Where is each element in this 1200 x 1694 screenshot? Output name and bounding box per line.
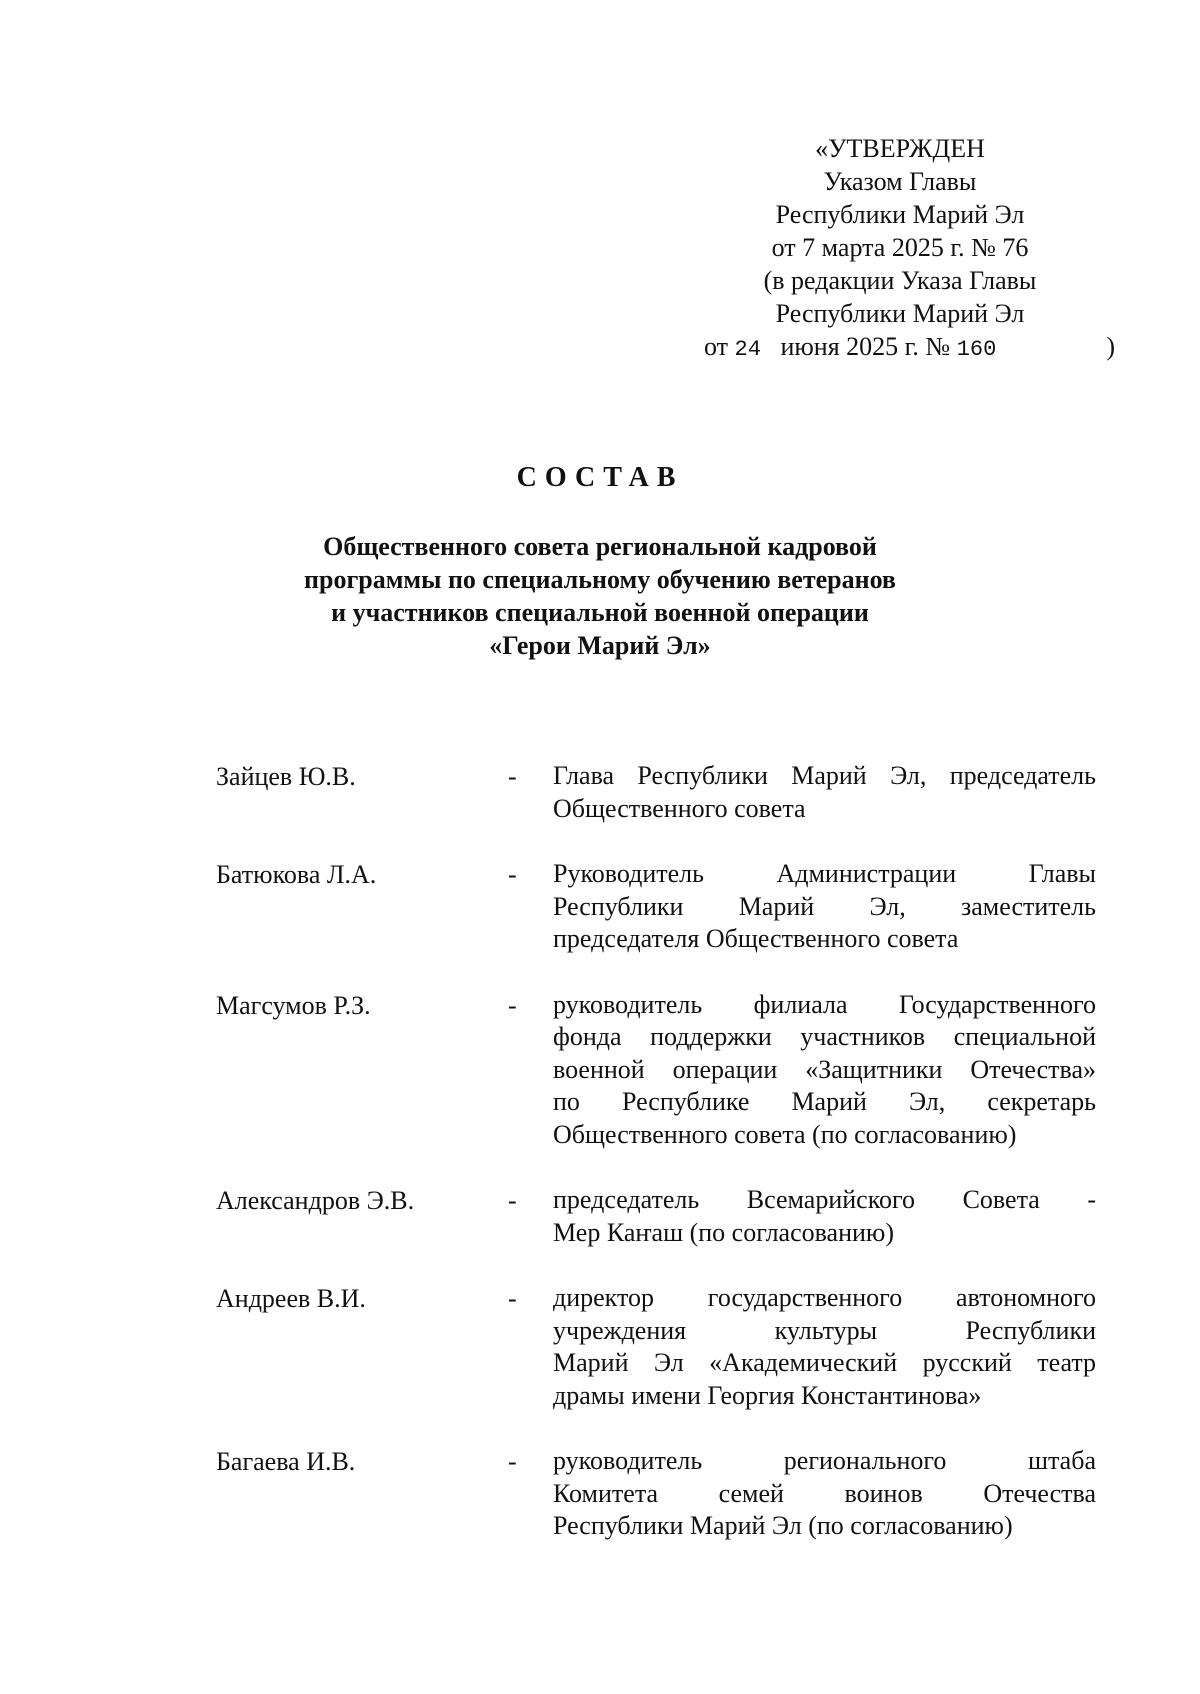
- member-entry: [216, 760, 1096, 825]
- approval-line: Республики Марий Эл: [775, 299, 1025, 328]
- role-line: драмы имени Георгия Константинова»: [553, 1380, 982, 1410]
- member-name: Зайцев Ю.В.: [216, 762, 356, 791]
- role-line: военной операции «Защитники Отечества»: [553, 1054, 1096, 1084]
- member-dash: -: [508, 762, 517, 791]
- member-role: [553, 1184, 1096, 1249]
- member-role: [553, 760, 1096, 825]
- role-line: по Республике Марий Эл, секретарь: [553, 1087, 1096, 1116]
- member-name: Андреев В.И.: [216, 1284, 366, 1313]
- role-line: Марий Эл «Академический русский театр: [553, 1348, 1096, 1377]
- subtitle-line: программы по специальному обучению ветеранов: [304, 565, 896, 594]
- role-line: Общественного совета (по согласованию): [553, 1119, 1017, 1149]
- subtitle-line: и участников специальной военной операции: [331, 598, 869, 627]
- role-line: председателя Общественного совета: [553, 924, 959, 953]
- role-line: Общественного совета: [553, 793, 806, 823]
- role-line: руководитель филиала Государственного: [553, 989, 1096, 1019]
- role-line: фонда поддержки участников специальной: [553, 1022, 1096, 1051]
- member-role: [553, 989, 1096, 1152]
- subtitle-line: «Герои Марий Эл»: [489, 631, 711, 660]
- member-dash: -: [508, 1447, 517, 1476]
- role-line: руководитель регионального штаба: [553, 1446, 1096, 1475]
- amendment-close: ): [1106, 332, 1115, 361]
- role-line: Руководитель Администрации Главы: [553, 859, 1096, 888]
- approval-line: от 7 марта 2025 г. № 76: [771, 233, 1029, 262]
- role-line: учреждения культуры Республики: [553, 1315, 1096, 1345]
- subtitle-line: Общественного совета региональной кадровой: [323, 532, 877, 561]
- member-role: [553, 1282, 1096, 1412]
- role-line: Глава Республики Марий Эл, председатель: [553, 761, 1096, 790]
- member-role: [553, 1445, 1096, 1543]
- approval-line: Указом Главы: [823, 167, 977, 196]
- member-entry: [216, 1445, 1096, 1543]
- amendment-day: 24: [734, 337, 761, 362]
- approval-stamp: [700, 132, 1115, 366]
- member-entry: [216, 1282, 1096, 1412]
- approval-amendment-line: [690, 330, 1115, 366]
- document-title: СОСТАВ: [516, 462, 684, 493]
- member-entry: [216, 1184, 1096, 1249]
- role-line: председатель Всемарийского Совета -: [553, 1185, 1096, 1214]
- role-line: Республики Марий Эл, заместитель: [553, 891, 1096, 921]
- member-dash: -: [508, 860, 517, 889]
- member-role: [553, 858, 1096, 956]
- approval-line: «УТВЕРЖДЕН: [815, 134, 985, 163]
- member-name: Александров Э.В.: [216, 1186, 415, 1215]
- amendment-prefix: от: [704, 332, 729, 361]
- member-name: Батюкова Л.А.: [216, 860, 377, 889]
- member-entry: [216, 858, 1096, 956]
- role-line: директор государственного автономного: [553, 1283, 1096, 1312]
- document-subtitle: [0, 530, 1200, 662]
- member-dash: -: [508, 990, 517, 1020]
- member-entry: [216, 989, 1096, 1152]
- approval-line: (в редакции Указа Главы: [763, 266, 1037, 295]
- member-name: Багаева И.В.: [216, 1447, 356, 1476]
- approval-line: Республики Марий Эл: [775, 200, 1025, 229]
- role-line: Комитета семей воинов Отечества: [553, 1478, 1096, 1508]
- role-line: Мер Каҥаш (по согласованию): [553, 1217, 895, 1247]
- role-line: Республики Марий Эл (по согласованию): [553, 1511, 1013, 1540]
- members-list: [216, 760, 1096, 1576]
- member-dash: -: [508, 1186, 517, 1215]
- member-dash: -: [508, 1284, 517, 1313]
- member-name: Магсумов Р.З.: [216, 990, 371, 1020]
- amendment-number: 160: [956, 337, 997, 362]
- amendment-middle: июня 2025 г. №: [780, 332, 951, 361]
